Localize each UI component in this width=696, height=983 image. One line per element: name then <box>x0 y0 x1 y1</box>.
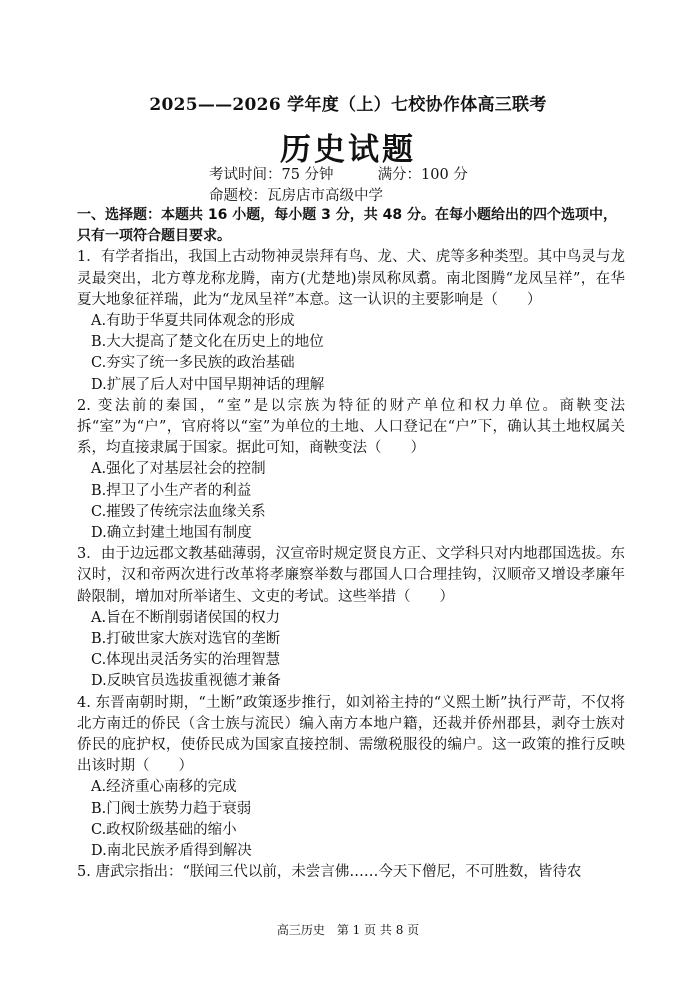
option: B.大大提高了楚文化在历史上的地位 <box>91 334 324 351</box>
school-info: 命题校：瓦房店市高级中学 <box>209 188 383 204</box>
page-footer: 高三历史 第 1 页 共 8 页 <box>276 923 420 937</box>
option: D.南北民族矛盾得到解决 <box>91 843 252 860</box>
option: A.旨在不断削弱诸侯国的权力 <box>91 609 281 626</box>
question-stem: 5. 唐武宗指出：“朕闻三代以前，未尝言佛……今天下僧尼，不可胜数，皆待农 <box>77 864 582 881</box>
option: D.反映官员选拔重视德才兼备 <box>91 673 281 690</box>
exam-content <box>77 205 625 884</box>
option: C.政权阶级基础的缩小 <box>91 821 237 838</box>
option: C.夯实了统一多民族的政治基础 <box>91 355 295 372</box>
option: A.经济重心南移的完成 <box>91 779 237 796</box>
question-stem: 3．由于边远郡文教基础薄弱，汉宣帝时规定贤良方正、文学科只对内地郡国选拔。东汉时，汉和帝两次进行改革将孝廉察举数与郡国人口合理挂钩，汉顺帝又增设孝廉年龄限制，增加对所举诸生、文吏的考试。这些举措（ ） <box>77 546 625 605</box>
question-stem: 4. 东晋南朝时期，“土断”政策逐步推行，如刘裕主持的“义熙土断”执行严苛，不仅将北方南迁的侨民（含士族与流民）编入南方本地户籍，还裁并侨州郡县，剥夺士族对侨民的庇护权，使侨民成为国家直接控制、需缴税服役的编户。这一政策的推行反映出该时期（ ） <box>77 694 625 775</box>
full-score: 满分：100 分 <box>377 167 468 183</box>
option: C.摧毁了传统宗法血缘关系 <box>91 503 266 520</box>
option: A.强化了对基层社会的控制 <box>91 461 266 478</box>
question-stem: 2. 变法前的秦国，“室”是以宗族为特征的财产单位和权力单位。商鞅变法拆“室”为“户”，官府将以“室”为单位的土地、人口登记在“户”下，确认其土地权属关系，均直接隶属于国家。据此可知，商鞅变法（ ） <box>77 397 625 457</box>
option: B.捍卫了小生产者的利益 <box>91 482 252 499</box>
exam-time: 考试时间：75 分钟 <box>209 167 334 183</box>
option: D.扩展了后人对中国早期神话的理解 <box>91 376 325 393</box>
option: B.门阀士族势力趋于衰弱 <box>91 800 252 817</box>
option: D.确立封建土地国有制度 <box>91 525 252 542</box>
option: C.体现出灵活务实的治理智慧 <box>91 652 281 669</box>
subject-title: 历史试题 <box>280 132 416 168</box>
exam-info <box>209 163 468 184</box>
section-title: 一、选择题：本题共 16 小题，每小题 3 分，共 48 分。在每小题给出的四个选项中，只有一项符合题目要求。 <box>77 207 617 245</box>
exam-title: 2025——2026 学年度（上）七校协作体高三联考 <box>149 95 547 115</box>
question-stem: 1．有学者指出，我国上古动物神灵崇拜有鸟、龙、犬、虎等多种类型。其中鸟灵与龙灵最突出，北方尊龙称龙腾，南方(尤楚地)崇凤称凤翥。南北图腾“龙凤呈祥”，在华夏大地象征祥瑞，此为“龙凤呈祥”本意。这一认识的主要影响是（ ） <box>77 249 625 308</box>
option: B.打破世家大族对选官的垄断 <box>91 631 281 648</box>
option: A.有助于华夏共同体观念的形成 <box>91 313 295 330</box>
